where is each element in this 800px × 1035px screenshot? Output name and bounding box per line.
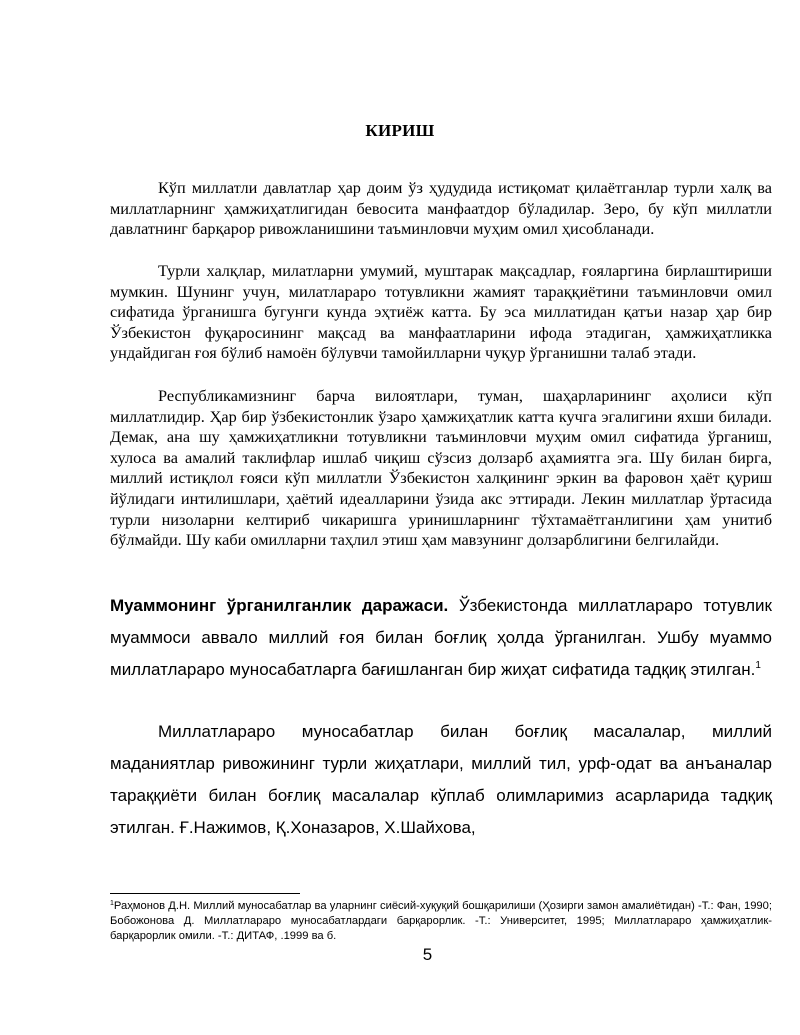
intro-paragraph-3 (110, 386, 772, 551)
paragraph-text: Республикамизнинг барча вилоятлари, туман, шаҳарларининг аҳолиси кўп миллатлидир. Ҳар бир ўзбекистонлик ўзаро ҳамжиҳатлик катта кучга эгалигини яхши билади. Демак, ана шу ҳамжиҳатликни тотувликни таъминловчи муҳим омил сифатида ўрганиш, хулоса ва амалий таклифлар ишлаб чиқиш сўзсиз долзарб аҳамиятга эга. Шу билан бирга, миллий истиқлол ғояси кўп миллатли Ўзбекистон халқининг эркин ва фаровон ҳаёт қуриш йўлидаги интилишлари, ҳаётий идеалларини ўзида акс эттиради. Лекин миллатлар ўртасида турли низоларни келтириб чикаришга уринишларнинг тўхтамаётганлигини ҳам унитиб бўлмайди. Шу каби омилларни таҳлил этиш ҳам мавзунинг долзарблигини белгилайди. (110, 386, 772, 550)
study-level-section (110, 590, 772, 686)
page-title: КИРИШ (365, 121, 435, 140)
paragraph-text: Кўп миллатли давлатлар ҳар доим ўз ҳудудида истиқомат қилаётганлар турли халқ ва миллатларнинг ҳамжиҳатлигидан бевосита манфаатдор бўладилар. Зеро, бу кўп миллатли давлатнинг барқарор ривожланишини таъминловчи муҳим омил ҳисобланади. (110, 178, 772, 239)
section-heading: Муаммонинг ўрганилганлик даражаси. (110, 596, 449, 615)
footnote-divider (110, 893, 300, 894)
page-number: 5 (422, 945, 433, 964)
intro-paragraph-2 (110, 261, 772, 364)
footnote (110, 899, 772, 944)
intro-paragraph-1 (110, 178, 772, 240)
footnote-reference[interactable]: 1 (755, 660, 761, 671)
paragraph-text: Турли халқлар, милатларни умумий, муштарак мақсадлар, ғояларгина бирлаштириши мумкин. Шунинг учун, милатлараро тотувликни жамият тараққиётини таъминловчи омил сифатида ўрганишга бугунги кунда эҳтиёж катта. Бу эса миллатидан қатъи назар ҳар бир Ўзбекистон фуқаросининг мақсад ва манфаатларини ифода этадиган, ҳамжиҳатликка ундайдиган ғоя бўлиб намоён бўлувчи тамойилларни чуқур ўрганишни талаб этади. (110, 261, 772, 363)
footnote-marker: 1 (110, 900, 114, 907)
footnote-text: Раҳмонов Д.Н. Миллий муносабатлар ва уларнинг сиёсий-хуқуқий бошқарилиши (Ҳозирги замон амалиётидан) -Т.: Фан, 1990; Бобожонова Д. Миллатлараро муносабатлардаги барқарорлик. -Т.: Университет, 1995; Миллатлараро ҳамжиҳатлик-барқарорлик омили. -Т.: ДИТАФ, .1999 ва б. (110, 900, 772, 942)
section-text: Ўзбекистонда миллатлараро тотувлик муаммоси аввало миллий ғоя билан боғлиқ ҳолда ўрганилган. Ушбу муаммо миллатлараро муносабатларга бағишланган бир жиҳат сифатида тадқиқ этилган. (110, 596, 772, 679)
final-paragraph: Миллатлараро муносабатлар билан боғлиқ масалалар, миллий маданиятлар ривожининг турли жиҳатлари, миллий тил, урф-одат ва анъаналар тараққиёти билан боғлиқ масалалар кўплаб олимларимиз асарларида тадқиқ этилган. Ғ.Нажимов, Қ.Хоназаров, Х.Шайхова, (110, 722, 772, 837)
